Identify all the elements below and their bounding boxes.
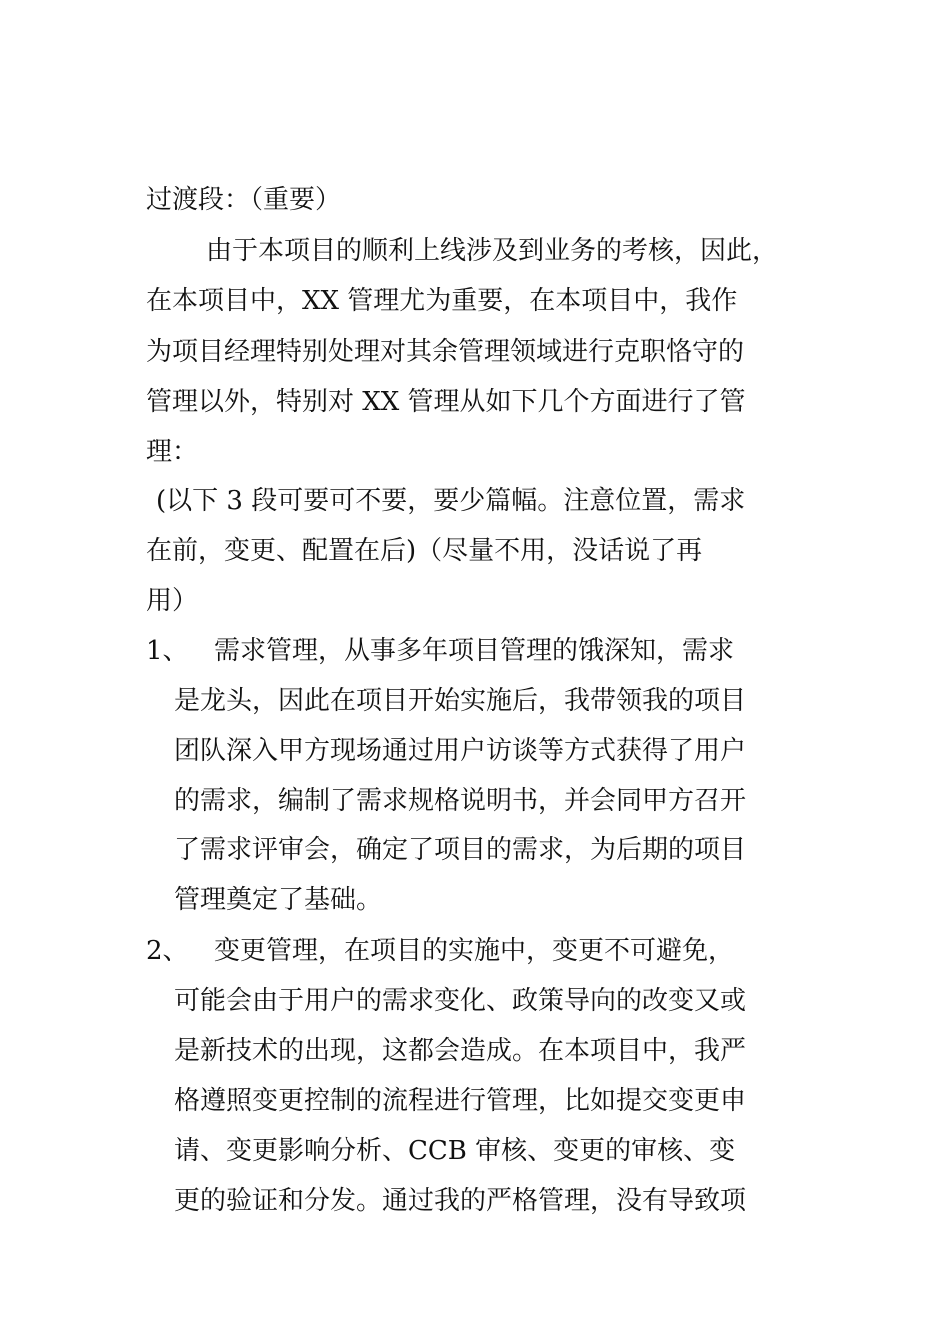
list-item-line: 的需求，编制了需求规格说明书，并会同甲方召开 [174,786,747,816]
list-item-line: 变更管理，在项目的实施中，变更不可避免， [214,936,735,966]
list-item-line: 团队深入甲方现场通过用户访谈等方式获得了用户 [174,736,747,766]
paragraph-line: (以下 3 段可要可不要，要少篇幅。注意位置，需求 [156,486,746,516]
paragraph-line: 用） [146,586,199,616]
list-item-line: 管理奠定了基础。 [174,885,383,915]
list-item-line: 是龙头，因此在项目开始实施后，我带领我的项目 [174,686,747,716]
paragraph-line: 理： [146,437,199,467]
list-item-line: 请、变更影响分析、CCB 审核、变更的审核、变 [174,1136,736,1166]
paragraph-line: 由于本项目的顺利上线涉及到业务的考核，因此， [206,236,779,266]
list-item-line: 需求管理，从事多年项目管理的饿深知，需求 [214,636,735,666]
paragraph-line: 在前，变更、配置在后)（尽量不用，没话说了再 [146,536,703,566]
list-item-line: 了需求评审会，确定了项目的需求，为后期的项目 [174,835,747,865]
list-item-line: 格遵照变更控制的流程进行管理，比如提交变更申 [174,1086,747,1116]
paragraph-line: 在本项目中，XX 管理尤为重要，在本项目中，我作 [146,286,738,316]
list-item-line: 可能会由于用户的需求变化、政策导向的改变又或 [174,986,747,1016]
list-number: 2、 [146,936,189,966]
paragraph-line: 管理以外，特别对 XX 管理从如下几个方面进行了管 [146,387,746,417]
list-item-line: 更的验证和分发。通过我的严格管理，没有导致项 [174,1186,747,1216]
paragraph-line: 为项目经理特别处理对其余管理领域进行克职恪守的 [146,337,745,367]
list-item-line: 是新技术的出现，这都会造成。在本项目中，我严 [174,1036,747,1066]
section-heading: 过渡段：（重要） [146,185,342,215]
list-number: 1、 [146,636,189,666]
